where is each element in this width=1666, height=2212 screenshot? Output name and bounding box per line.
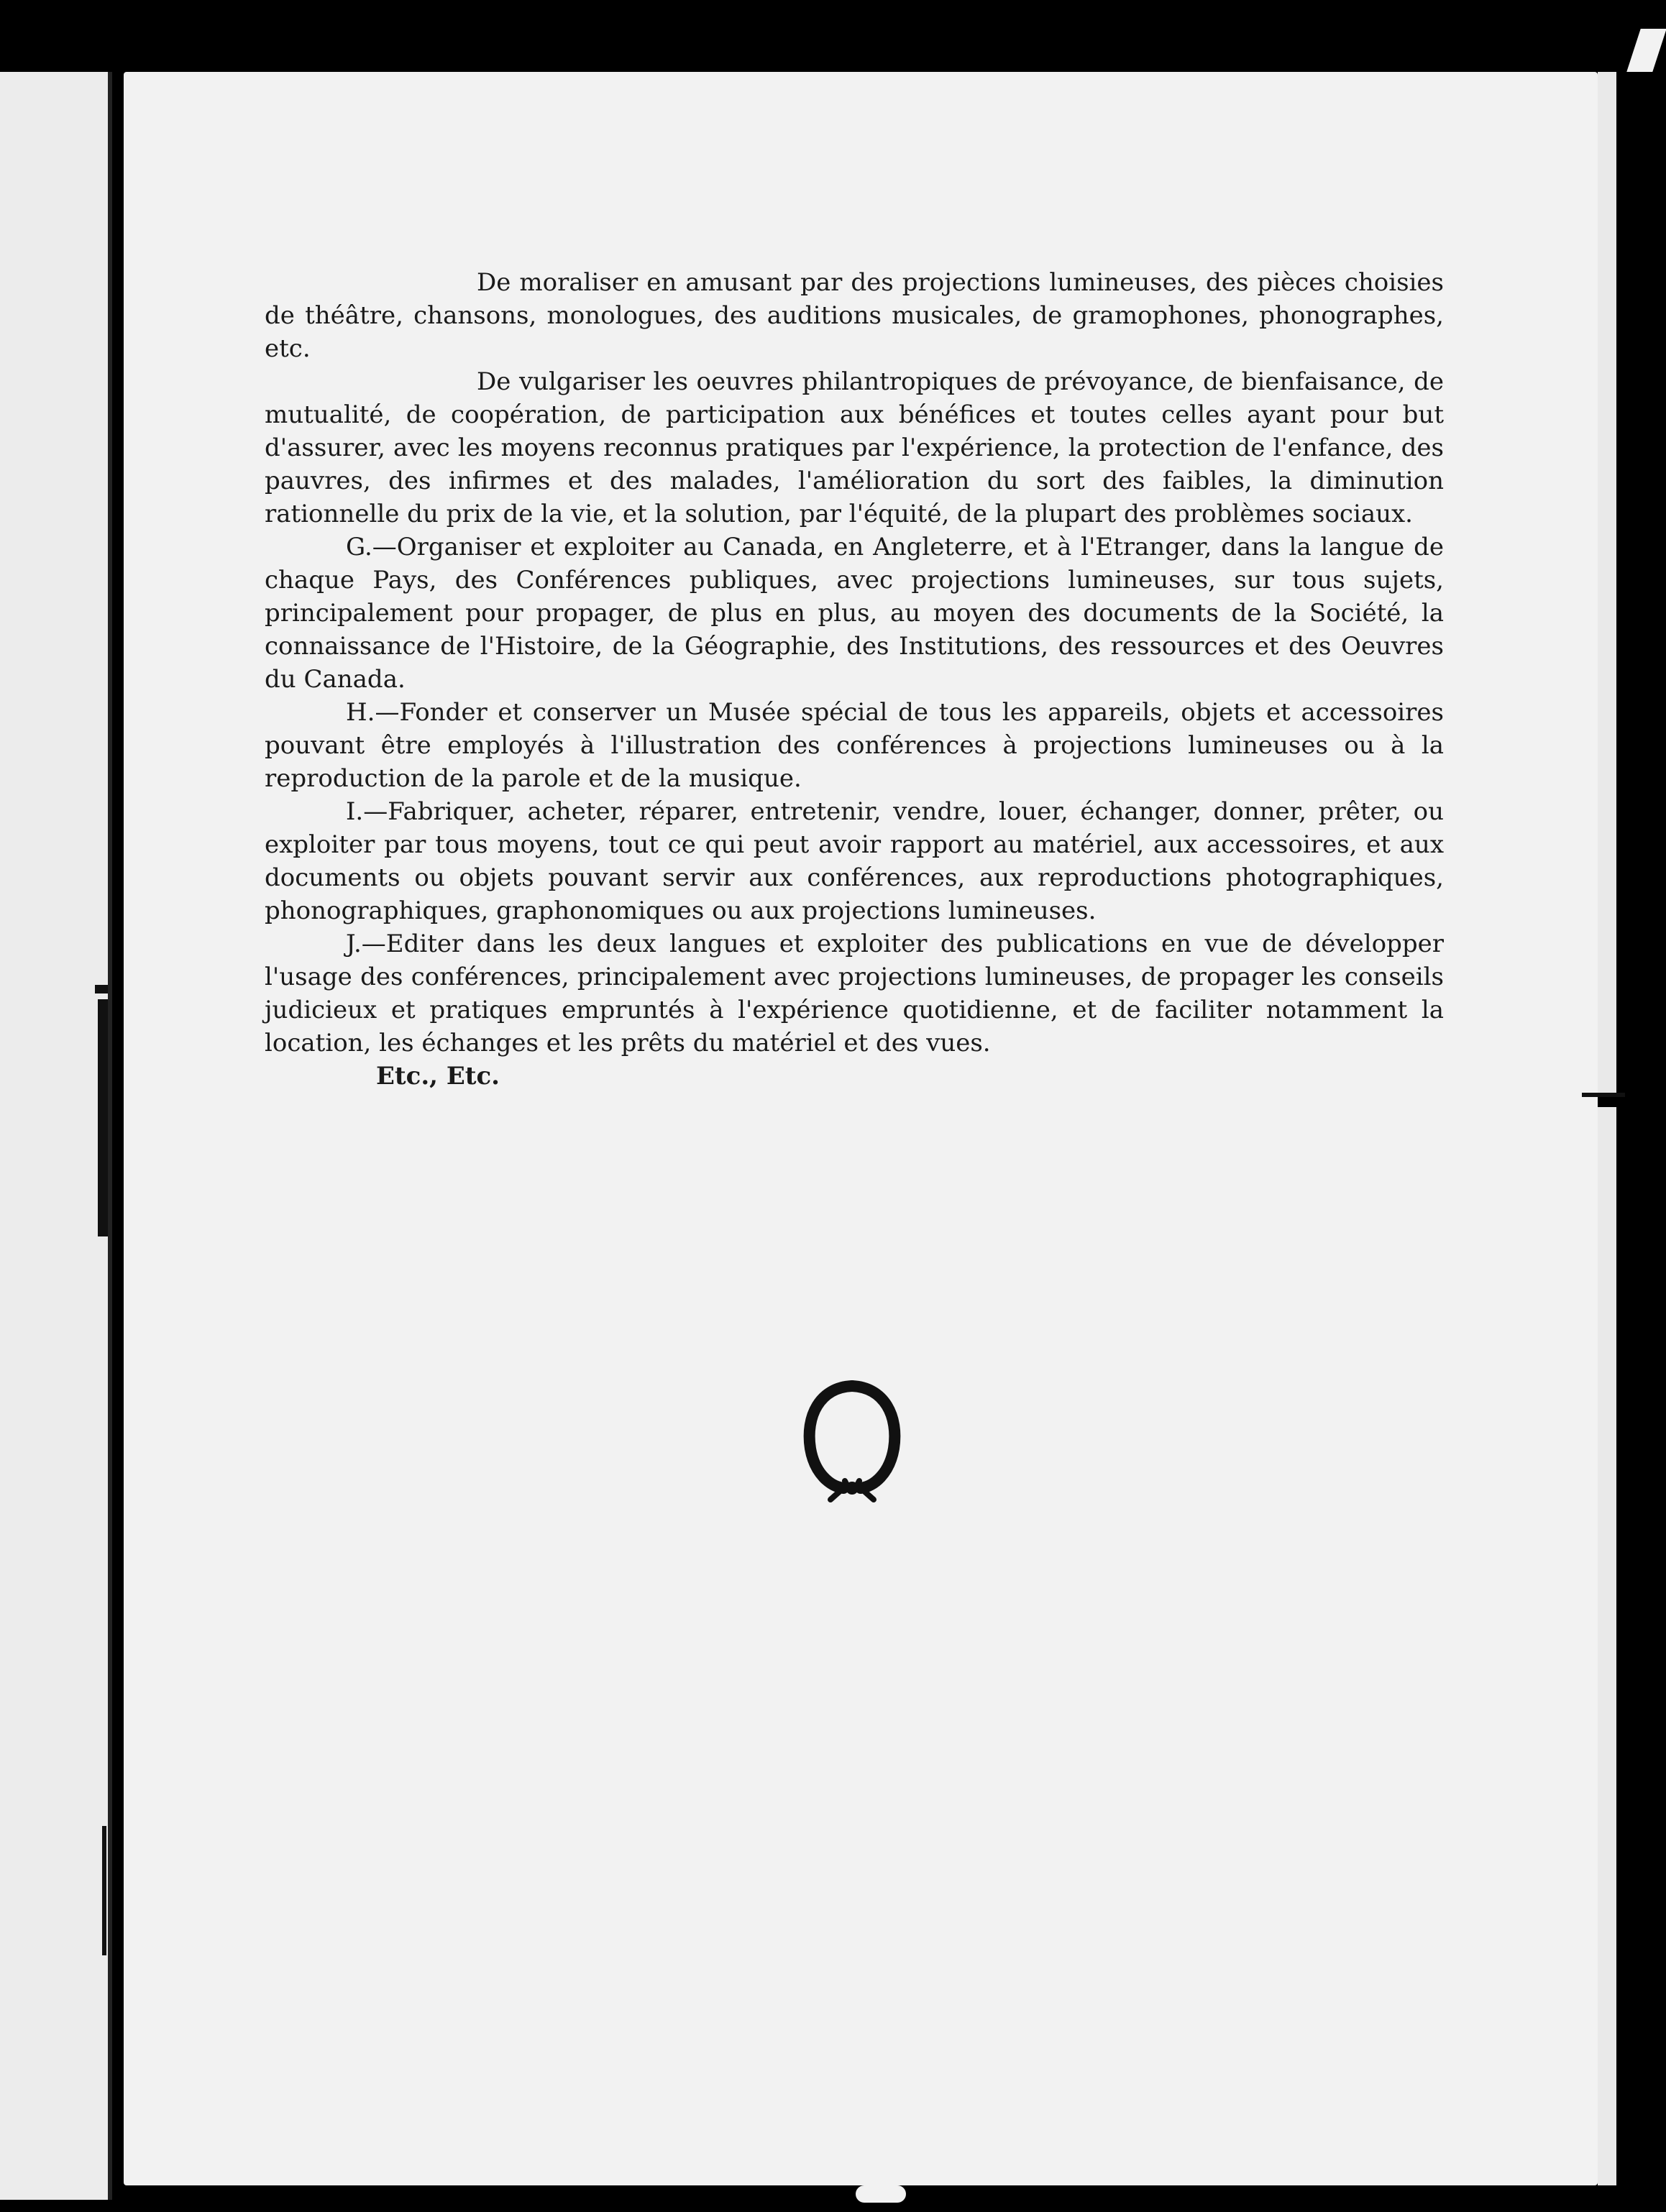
corner-mark: [1626, 29, 1666, 72]
paragraph-moraliser: De moraliser en amusant par des projections lumineuses, des pièces choisies de théâtre, chansons, monologues, des auditions musicales, de gramophones, phonographes, etc.: [265, 268, 1444, 363]
laurel-wreath-icon: [802, 1373, 902, 1502]
adjacent-page-edge: [0, 72, 112, 2200]
closing-etc: Etc., Etc.: [376, 1062, 500, 1091]
fold-line: [1582, 1093, 1625, 1097]
page-fold-flap: [1598, 72, 1616, 1093]
paragraph-g: G.—Organiser et exploiter au Canada, en Angleterre, et à l'Etranger, dans la langue de chaque Pays, des Conférences publiques, avec projections lumineuses, sur tous sujets, principalement pour propager, de plus en plus, au moyen des documents de la Société, la connaissance de l'Histoire, de la Géographie, des Institutions, des ressources et des Oeuvres du Canada.: [265, 533, 1444, 694]
bottom-mark: [856, 2185, 906, 2203]
paragraph-j: J.—Editer dans les deux langues et exploiter des publications en vue de développer l'usage des conférences, principalement avec projections lumineuses, de propager les conseils judicieux et pratiques empruntés à l'expérience quotidienne, et de faciliter notamment la location, les échanges et les prêts du matériel et des vues.: [265, 930, 1444, 1057]
paragraph-i: I.—Fabriquer, acheter, réparer, entretenir, vendre, louer, échanger, donner, prêter, ou exploiter par tous moyens, tout ce qui peut avoir rapport au matériel, aux accessoires, et aux documents ou objets pouvant servir aux conférences, aux reproductions photographiques, phonographiques, graphonomiques ou aux projections lumineuses.: [265, 797, 1444, 925]
paragraph-vulgariser: De vulgariser les oeuvres philantropiques de prévoyance, de bienfaisance, de mutualité, de coopération, de participation aux bénéfices et toutes celles ayant pour but d'assurer, avec les moyens reconnus pratiques par l'expérience, la protection de l'enfance, des pauvres, des infirmes et des malades, l'amélioration du sort des faibles, la diminution rationnelle du prix de la vie, et la solution, par l'équité, de la plupart des problèmes sociaux.: [265, 367, 1444, 528]
body-text: [265, 266, 1444, 1093]
page-fold-flap-lower: [1598, 1107, 1616, 2185]
paragraph-h: H.—Fonder et conserver un Musée spécial de tous les appareils, objets et accessoires pouvant être employés à l'illustration des conférences à projections lumineuses ou à la reproduction de la parole et de la musique.: [265, 698, 1444, 793]
